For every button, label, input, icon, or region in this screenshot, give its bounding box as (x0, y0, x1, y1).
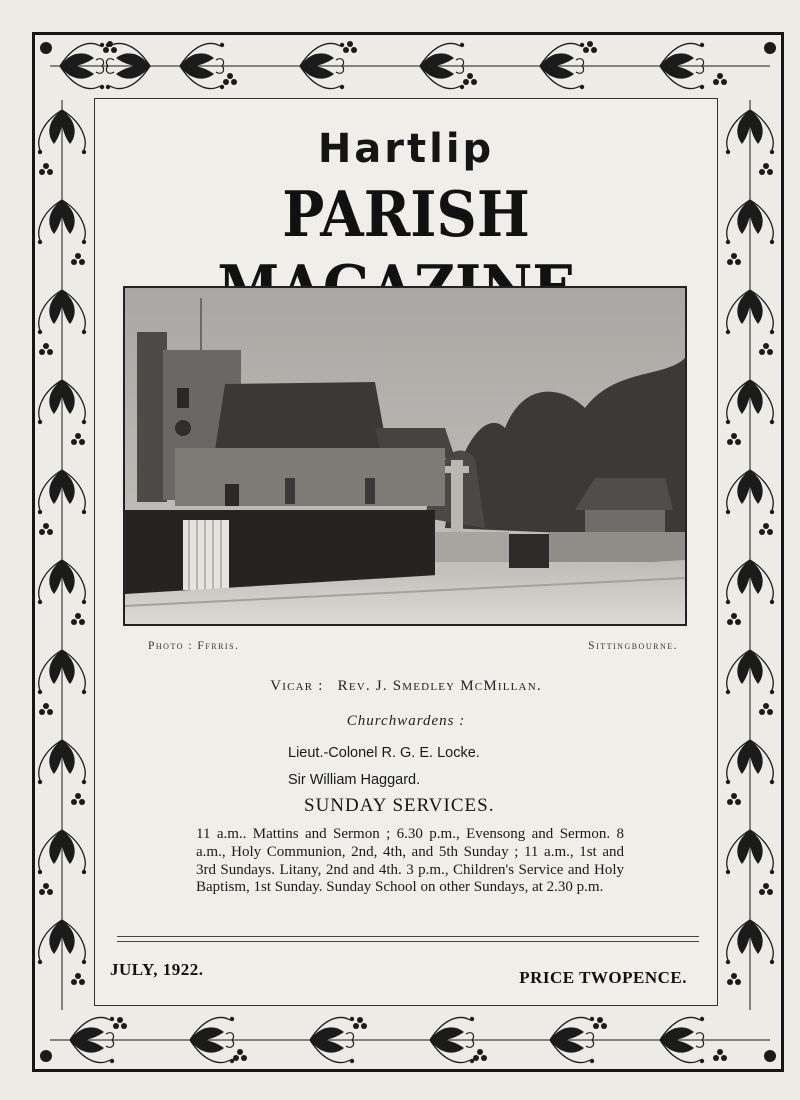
churchwarden-name: Sir William Haggard. (288, 772, 421, 788)
title-hartlip: Hartlip (317, 126, 495, 172)
vicar-line (94, 678, 718, 695)
title-parish-magazine: PARISH (282, 178, 530, 252)
divider-rule (117, 941, 699, 942)
sunday-services-text: 11 a.m.. Mattins and Sermon ; 6.30 p.m., Evensong and Sermon. 8 a.m., Holy Communion, 2nd, 4th, and 5th Sunday ; 11 a.m., 1st and 3rd Sundays. Litany, 2nd and 4th. 3 p.m., Children's Service and Holy Baptism, 1st Sunday. Sunday School on other Sundays, at 2.30 p.m. (196, 826, 624, 896)
bottom-ornament-band (50, 1017, 770, 1063)
photo-credit-location: Sittingbourne. (588, 640, 678, 652)
divider-rule (117, 936, 699, 937)
vicar-label: Vicar : (270, 678, 324, 694)
vicar-name: Rev. J. Smedley McMillan. (337, 678, 542, 694)
church-scene-image (125, 288, 685, 624)
issue-date: JULY, 1922. (110, 960, 204, 979)
left-ornament-band (38, 100, 86, 1010)
right-ornament-band (726, 100, 774, 1010)
photo-credit-photographer: Photo : Ffrris. (148, 640, 240, 652)
church-photograph (123, 286, 687, 626)
sunday-services-heading: SUNDAY SERVICES. (304, 795, 495, 816)
top-ornament-band (50, 41, 770, 89)
churchwardens-heading: Churchwardens : (346, 713, 466, 729)
churchwarden-name: Lieut.-Colonel R. G. E. Locke. (288, 745, 480, 761)
issue-price: PRICE TWOPENCE. (519, 968, 687, 987)
